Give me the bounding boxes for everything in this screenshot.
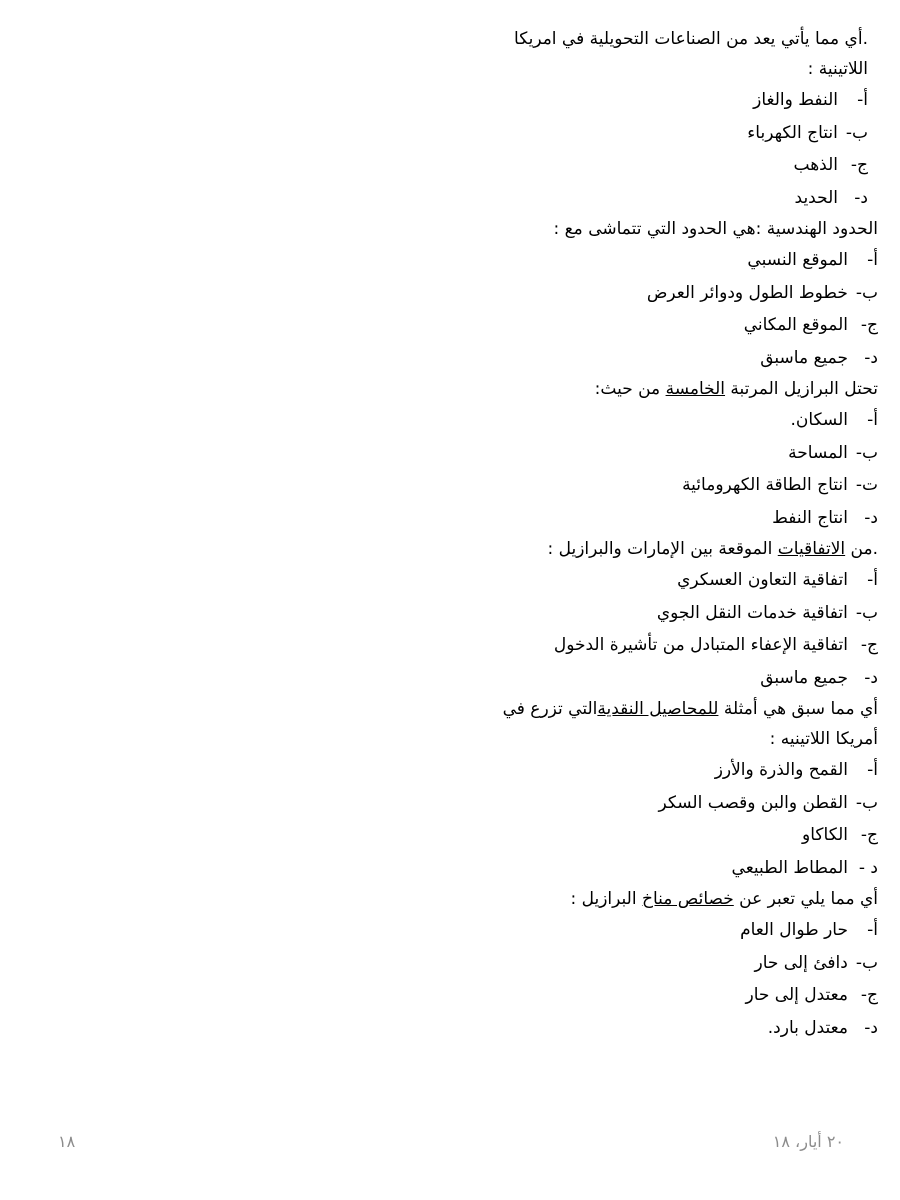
question-6-option-a — [458, 914, 878, 947]
stem-text: .من — [845, 539, 878, 559]
question-1-options — [458, 84, 878, 214]
option-text: القمح والذرة والأرز — [714, 760, 848, 780]
underlined-term: الاتفاقيات — [777, 539, 846, 559]
option-text: اتفاقية خدمات النقل الجوي — [656, 602, 848, 623]
option-text: الموقع المكاني — [743, 315, 848, 335]
question-2-option-c — [458, 309, 878, 342]
option-label: أ- — [867, 410, 878, 430]
option-label: أ- — [867, 250, 878, 270]
question-2-option-b — [458, 277, 878, 310]
question-5-stem — [458, 694, 878, 754]
option-text: اتفاقية التعاون العسكري — [677, 570, 848, 590]
question-3-option-a — [458, 404, 878, 437]
question-3-option-d — [458, 502, 878, 535]
option-text: النفط والغاز — [753, 90, 838, 110]
option-label: ج- — [860, 985, 878, 1005]
question-3-option-b — [458, 437, 878, 470]
stem-text: الموقعة بين الإمارات والبرازيل : — [547, 539, 778, 559]
option-text: جميع ماسبق — [760, 347, 848, 368]
option-label: ت- — [855, 475, 878, 495]
option-text: جميع ماسبق — [760, 667, 848, 688]
stem-text: من حيث: — [594, 379, 666, 399]
question-6-stem — [458, 884, 878, 914]
question-5-option-a — [458, 754, 878, 787]
stem-text: البرازيل : — [570, 889, 642, 909]
option-text: معتدل بارد. — [767, 1017, 848, 1038]
question-5-options — [458, 754, 878, 884]
option-label: ب- — [855, 442, 878, 463]
option-text: الحديد — [794, 187, 838, 208]
question-3-options — [458, 404, 878, 534]
option-text: الموقع النسبي — [747, 250, 848, 270]
question-1-option-b — [458, 117, 868, 150]
option-text: المساحة — [788, 442, 848, 463]
question-5-option-d — [458, 852, 878, 885]
option-text: الذهب — [793, 155, 838, 175]
option-label: ب- — [855, 952, 878, 973]
option-label: أ- — [867, 570, 878, 590]
question-1-stem-line-2: اللاتينية : — [807, 59, 868, 79]
question-2-options — [458, 244, 878, 374]
question-6 — [458, 884, 878, 1044]
option-label: أ- — [867, 920, 878, 940]
question-4-option-a — [458, 564, 878, 597]
question-list — [458, 24, 878, 1044]
option-text: معتدل إلى حار — [745, 985, 848, 1005]
question-6-option-c — [458, 979, 878, 1012]
option-label: ج- — [850, 155, 868, 175]
stem-text: أي مما سبق هي أمثلة — [718, 699, 878, 719]
option-label: أ- — [857, 90, 868, 110]
question-4 — [458, 534, 878, 694]
question-3-stem-line-1 — [458, 374, 878, 404]
question-2-stem — [458, 214, 878, 244]
question-4-stem-line-1 — [458, 534, 878, 564]
question-4-option-b — [458, 597, 878, 630]
option-text: دافئ إلى حار — [754, 952, 848, 973]
question-6-option-b — [458, 947, 878, 980]
question-4-option-d — [458, 662, 878, 695]
question-4-options — [458, 564, 878, 694]
question-2-option-d — [458, 342, 878, 375]
question-5-option-b — [458, 787, 878, 820]
question-5 — [458, 694, 878, 884]
question-1-stem — [458, 24, 878, 84]
option-label: د- — [864, 667, 878, 688]
question-1-stem-line-1: .أي مما يأتي يعد من الصناعات التحويلية في امريكا — [514, 29, 868, 49]
option-label: ب- — [855, 602, 878, 623]
question-6-options — [458, 914, 878, 1044]
option-text: السكان. — [790, 410, 848, 430]
option-label: د - — [858, 857, 878, 878]
option-label: د- — [864, 507, 878, 528]
question-4-stem — [458, 534, 878, 564]
question-3-stem — [458, 374, 878, 404]
question-2 — [458, 214, 878, 374]
question-3-option-c — [458, 469, 878, 502]
question-4-option-c — [458, 629, 878, 662]
question-2-option-a — [458, 244, 878, 277]
question-3 — [458, 374, 878, 534]
option-label: ج- — [860, 825, 878, 845]
page-number: ١٨ — [58, 1132, 76, 1151]
option-text: خطوط الطول ودوائر العرض — [646, 282, 848, 303]
stem-text: أي مما يلي تعبر عن — [733, 889, 878, 909]
option-text: انتاج الكهرباء — [747, 122, 838, 143]
underlined-term: خصائص مناخ — [641, 889, 734, 909]
option-label: ب- — [855, 282, 878, 303]
option-label: أ- — [867, 760, 878, 780]
option-label: ج- — [860, 315, 878, 335]
underlined-term: الخامسة — [665, 379, 726, 399]
option-text: انتاج النفط — [772, 507, 848, 528]
question-2-stem-line-1: الحدود الهندسية :هي الحدود التي تتماشى مع : — [553, 219, 878, 239]
option-label: ب- — [855, 792, 878, 813]
question-1-option-c — [458, 149, 868, 182]
question-5-option-c — [458, 819, 878, 852]
underlined-term: للمحاصيل النقدية — [597, 699, 719, 719]
option-text: انتاج الطاقة الكهرومائية — [682, 475, 848, 495]
question-1 — [458, 24, 878, 214]
question-6-option-d — [458, 1012, 878, 1045]
question-1-option-a — [458, 84, 868, 117]
option-label: ج- — [860, 635, 878, 655]
option-text: القطن والبن وقصب السكر — [658, 792, 848, 813]
option-label: د- — [864, 347, 878, 368]
option-text: الكاكاو — [802, 825, 848, 845]
option-text: حار طوال العام — [740, 920, 848, 940]
footer-date: ٢٠ أيار، ١٨ — [772, 1132, 844, 1151]
option-text: اتفاقية الإعفاء المتبادل من تأشيرة الدخول — [553, 635, 848, 655]
option-label: ب- — [845, 122, 868, 143]
question-5-stem-line-2: أمريكا اللاتينيه : — [769, 729, 878, 749]
stem-text: تحتل البرازيل المرتبة — [725, 379, 878, 399]
option-text: المطاط الطبيعي — [731, 857, 848, 878]
question-5-stem-line-1 — [458, 694, 878, 724]
option-label: د- — [854, 187, 868, 208]
question-1-option-d — [458, 182, 868, 215]
option-label: د- — [864, 1017, 878, 1038]
question-6-stem-line-1 — [458, 884, 878, 914]
stem-text: التي تزرع في — [502, 699, 598, 719]
